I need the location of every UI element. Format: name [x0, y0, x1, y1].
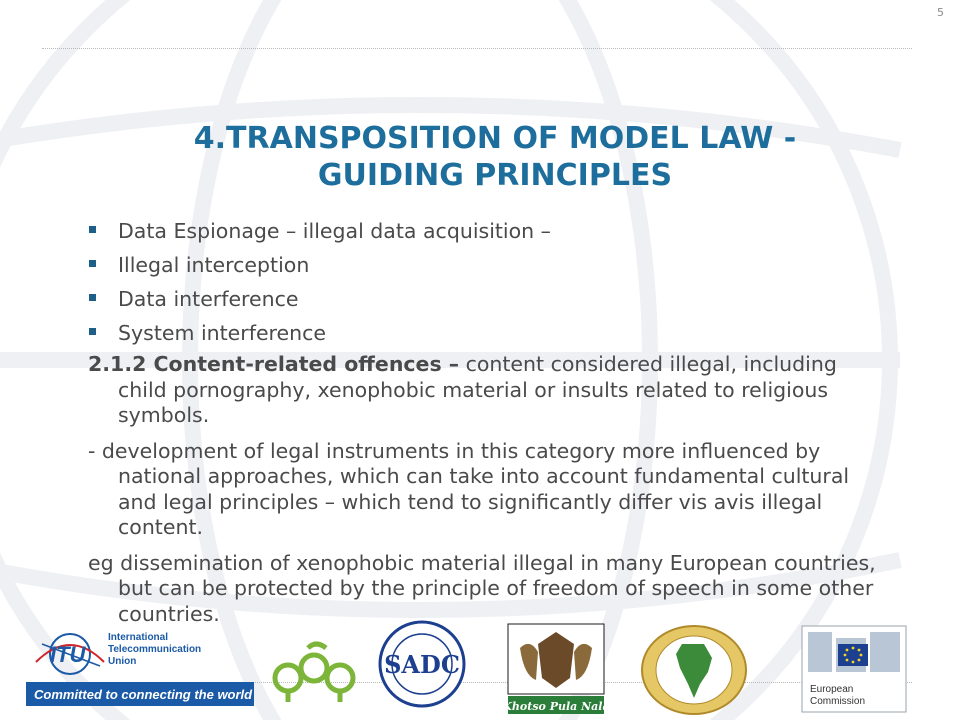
sadc-seal-icon: [378, 620, 466, 708]
top-divider: [42, 48, 912, 49]
itu-banner-text: Committed to connecting the world: [34, 687, 253, 702]
sadc-logo: [378, 620, 466, 708]
bullet-item: [88, 250, 878, 284]
title-line-1: 4.TRANSPOSITION OF MODEL LAW -: [193, 121, 797, 156]
lesotho-coat-of-arms: [500, 618, 612, 718]
lesotho-crest-icon: [500, 618, 612, 718]
bullet-item: [88, 216, 878, 250]
slide-body: [88, 216, 878, 627]
square-bullet-icon: [89, 294, 96, 301]
green-partner-logo: [268, 640, 360, 706]
square-bullet-icon: [89, 226, 96, 233]
bullet-text: Data Espionage – illegal data acquisition –: [118, 219, 551, 243]
itu-name-line-3: Union: [108, 656, 137, 667]
bullet-text: Data interference: [118, 287, 299, 311]
lesotho-motto-text: Khotso Pula Nala: [502, 700, 610, 713]
slide-title: [100, 120, 890, 194]
square-bullet-icon: [89, 260, 96, 267]
bullet-text: System interference: [118, 321, 327, 345]
itu-emblem-icon: [26, 622, 258, 708]
itu-logo: [26, 622, 258, 708]
bullet-item: [88, 284, 878, 318]
title-line-2: GUIDING PRINCIPLES: [317, 158, 673, 193]
sadc-mark-text: SADC: [384, 650, 460, 679]
african-union-emblem-icon: [638, 622, 750, 716]
itu-name-line-1: International: [108, 632, 169, 643]
european-commission-logo: [798, 622, 910, 716]
bullet-item: [88, 318, 878, 352]
european-commission-emblem-icon: [798, 622, 910, 716]
page-number: 5: [937, 6, 944, 19]
ec-name-line-2: Commission: [810, 696, 866, 707]
square-bullet-icon: [89, 328, 96, 335]
itu-mark-text: ITU: [50, 642, 86, 667]
itu-name-line-2: Telecommunication: [108, 644, 202, 655]
african-union-logo: [638, 622, 750, 716]
content-offences-paragraph: [88, 352, 878, 429]
ec-name-line-1: European: [810, 684, 854, 695]
section-heading: 2.1.2 Content-related offences –: [88, 352, 460, 376]
bullet-text: Illegal interception: [118, 253, 310, 277]
development-paragraph: - development of legal instruments in this category more influenced by national approaches, which can take into account fundamental cultural and legal principles – which tend to significantly differ vis avis illegal content.: [88, 438, 850, 539]
section-text: content considered illegal, including child pornography, xenophobic material or insults related to religious symbols.: [118, 352, 837, 427]
green-swirl-logo-icon: [268, 640, 360, 706]
partner-logos-strip: [0, 618, 960, 720]
example-paragraph: eg dissemination of xenophobic material illegal in many European countries, but can be protected by the principle of freedom of speech in some other countries.: [88, 550, 876, 626]
